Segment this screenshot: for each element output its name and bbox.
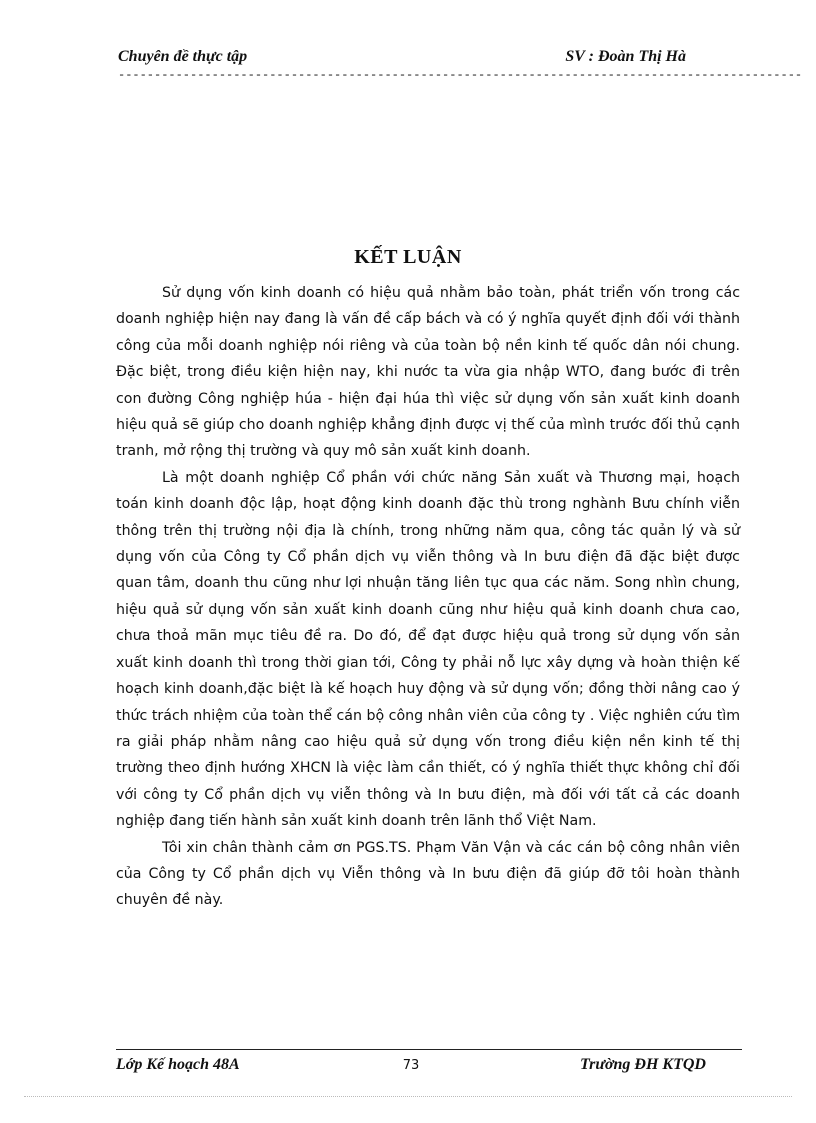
paragraph: Sử dụng vốn kinh doanh có hiệu quả nhằm bảo toàn, phát triển vốn trong các doanh nghiệp hiện nay đang là vấn đề cấp bách và có ý nghĩa quyết định đối với thành công của mỗi doanh nghiệp nói riêng và của toàn bộ nền kinh tế quốc dân nói chung. Đặc biệt, trong điều kiện hiện nay, khi nước ta vừa gia nhập WTO, đang bước đi trên con đường Công nghiệp húa - hiện đại húa thì việc sử dụng vốn sản xuất kinh doanh hiệu quả sẽ giúp cho doanh nghiệp khẳng định được vị thế của mình trước đối thủ cạnh tranh, mở rộng thị trường và quy mô sản xuất kinh doanh.	[116, 285, 740, 460]
page-number: 73	[402, 1058, 420, 1073]
page-bottom-border	[24, 1096, 792, 1097]
document-body	[116, 280, 740, 914]
footer-university: Trường ĐH KTQD	[579, 1056, 706, 1073]
paragraph: Là một doanh nghiệp Cổ phần với chức năng Sản xuất và Thương mại, hoạch toán kinh doanh độc lập, hoạt động kinh doanh đặc thù trong nghành Bưu chính viễn thông trên thị trường nội địa là chính, trong những năm qua, công tác quản lý và sử dụng vốn của Công ty Cổ phần dịch vụ viễn thông và In bưu điện đã đặc biệt được quan tâm, doanh thu cũng như lợi nhuận tăng liên tục qua các năm. Song nhìn chung, hiệu quả sử dụng vốn sản xuất kinh doanh cũng như hiệu quả kinh doanh chưa cao, chưa thoả mãn mục tiêu đề ra. Do đó, để đạt được hiệu quả trong sử dụng vốn sản xuất kinh doanh thì trong thời gian tới, Công ty phải nỗ lực xây dựng và hoàn thiện kế hoạch kinh doanh,đặc biệt là kế hoạch huy động và sử dụng vốn; đồng thời nâng cao ý thức trách nhiệm của toàn thể cán bộ công nhân viên của công ty . Việc nghiên cứu tìm ra giải pháp nhằm nâng cao hiệu quả sử dụng vốn trong điều kiện nền kinh tế thị trường theo định hướng XHCN là việc làm cần thiết, có ý nghĩa thiết thực không chỉ đối với công ty Cổ phần dịch vụ viễn thông và In bưu điện, mà đối với tất cả các doanh nghiệp đang tiến hành sản xuất kinh doanh trên lãnh thổ Việt Nam.	[116, 469, 741, 830]
header-document-type: Chuyên đề thực tập	[118, 48, 248, 65]
page-header	[118, 48, 803, 82]
header-student-name: SV : Đoàn Thị Hà	[565, 48, 686, 65]
header-dashed-rule: -----------------------------------------------------------------------------------------------	[118, 68, 803, 82]
paragraph: Tôi xin chân thành cảm ơn PGS.TS. Phạm Văn Vận và các cán bộ công nhân viên của Công ty Cổ phần dịch vụ Viễn thông và In bưu điện đã giúp đỡ tôi hoàn thành chuyên đề này.	[116, 839, 740, 909]
section-title: KẾT LUẬN	[354, 246, 462, 268]
footer-rule	[116, 1049, 742, 1050]
page-footer	[116, 1049, 742, 1074]
header-row	[118, 48, 686, 66]
footer-class-name: Lớp Kế hoạch 48A	[116, 1056, 240, 1073]
footer-row	[116, 1056, 742, 1074]
